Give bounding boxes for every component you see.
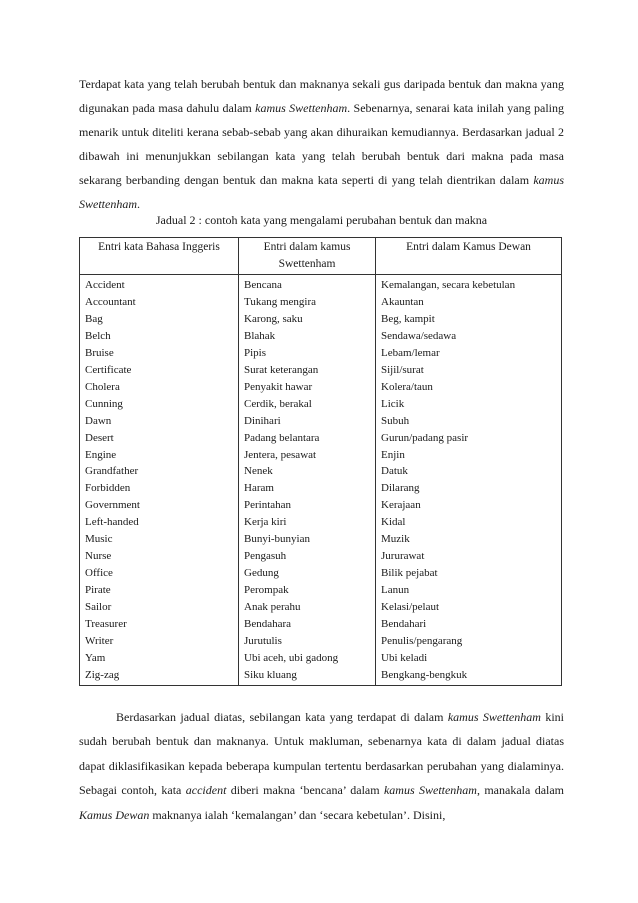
table-row	[80, 616, 562, 633]
table-row	[80, 413, 562, 430]
cell-swettenham: Pengasuh	[239, 548, 376, 565]
cell-swettenham: Kerja kiri	[239, 514, 376, 531]
table-row	[80, 275, 562, 294]
cell-english: Left-handed	[80, 514, 239, 531]
cell-english: Treasurer	[80, 616, 239, 633]
cell-dewan: Lanun	[376, 582, 562, 599]
cell-swettenham: Blahak	[239, 328, 376, 345]
cell-dewan: Bendahari	[376, 616, 562, 633]
table-row	[80, 514, 562, 531]
cell-english: Cholera	[80, 379, 239, 396]
table-row	[80, 667, 562, 685]
cell-english: Bruise	[80, 345, 239, 362]
cell-dewan: Kerajaan	[376, 497, 562, 514]
cell-dewan: Kidal	[376, 514, 562, 531]
table-row	[80, 430, 562, 447]
table-row	[80, 497, 562, 514]
cell-english: Music	[80, 531, 239, 548]
table-header-row	[80, 238, 562, 275]
cell-dewan: Akauntan	[376, 294, 562, 311]
cell-swettenham: Tukang mengira	[239, 294, 376, 311]
table-row	[80, 328, 562, 345]
cell-swettenham: Karong, saku	[239, 311, 376, 328]
cell-dewan: Bilik pejabat	[376, 565, 562, 582]
table-row	[80, 599, 562, 616]
table-row	[80, 480, 562, 497]
cell-swettenham: Bencana	[239, 275, 376, 294]
table-row	[80, 650, 562, 667]
cell-swettenham: Perompak	[239, 582, 376, 599]
cell-dewan: Beg, kampit	[376, 311, 562, 328]
cell-swettenham: Bendahara	[239, 616, 376, 633]
table-row	[80, 633, 562, 650]
analysis-paragraph: Berdasarkan jadual diatas, sebilangan kata yang terdapat di dalam kamus Swettenham kini sudah berubah bentuk dan maknanya. Untuk makluman, sebenarnya kata di dalam jadual diatas dapat diklasifikasikan kepada beberapa kumpulan tertentu berdasarkan perubahan yang dialaminya. Sebagai contoh, kata accident diberi makna ‘bencana’ dalam kamus Swettenham, manakala dalam Kamus Dewan maknanya ialah ‘kemalangan’ dan ‘secara kebetulan’. Disini,	[79, 710, 565, 822]
cell-swettenham: Surat keterangan	[239, 362, 376, 379]
cell-english: Writer	[80, 633, 239, 650]
cell-swettenham: Perintahan	[239, 497, 376, 514]
cell-swettenham: Siku kluang	[239, 667, 376, 685]
table-row	[80, 362, 562, 379]
table-row	[80, 379, 562, 396]
cell-english: Desert	[80, 430, 239, 447]
intro-paragraph: Terdapat kata yang telah berubah bentuk dan maknanya sekali gus daripada bentuk dan makna yang digunakan pada masa dahulu dalam kamus Swettenham. Sebenarnya, senarai kata inilah yang paling menarik untuk diteliti kerana sebab-sebab yang akan dihuraikan kemudiannya. Berdasarkan jadual 2 dibawah ini menunjukkan sebilangan kata yang telah berubah bentuk dari makna pada masa sekarang berbanding dengan bentuk dan makna kata seperti di yang telah dientrikan dalam kamus Swettenham.	[79, 77, 564, 211]
cell-dewan: Dilarang	[376, 480, 562, 497]
cell-dewan: Enjin	[376, 447, 562, 464]
cell-swettenham: Jurutulis	[239, 633, 376, 650]
word-comparison-table	[79, 237, 562, 686]
header-english: Entri kata Bahasa Inggeris	[80, 238, 239, 275]
table-body	[80, 275, 562, 686]
cell-swettenham: Ubi aceh, ubi gadong	[239, 650, 376, 667]
table-row	[80, 311, 562, 328]
cell-dewan: Penulis/pengarang	[376, 633, 562, 650]
cell-dewan: Gurun/padang pasir	[376, 430, 562, 447]
table-row	[80, 548, 562, 565]
table-row	[80, 463, 562, 480]
cell-dewan: Subuh	[376, 413, 562, 430]
table-row	[80, 294, 562, 311]
cell-swettenham: Anak perahu	[239, 599, 376, 616]
cell-english: Office	[80, 565, 239, 582]
cell-swettenham: Penyakit hawar	[239, 379, 376, 396]
table-row	[80, 447, 562, 464]
cell-dewan: Sendawa/sedawa	[376, 328, 562, 345]
header-swettenham: Entri dalam kamus Swettenham	[239, 238, 376, 275]
cell-dewan: Muzik	[376, 531, 562, 548]
table-row	[80, 531, 562, 548]
table-row	[80, 345, 562, 362]
cell-english: Government	[80, 497, 239, 514]
cell-swettenham: Haram	[239, 480, 376, 497]
cell-dewan: Kemalangan, secara kebetulan	[376, 275, 562, 294]
cell-dewan: Lebam/lemar	[376, 345, 562, 362]
cell-dewan: Sijil/surat	[376, 362, 562, 379]
cell-english: Accountant	[80, 294, 239, 311]
table-row	[80, 582, 562, 599]
cell-english: Grandfather	[80, 463, 239, 480]
cell-english: Dawn	[80, 413, 239, 430]
cell-english: Pirate	[80, 582, 239, 599]
cell-dewan: Kolera/taun	[376, 379, 562, 396]
cell-dewan: Datuk	[376, 463, 562, 480]
cell-english: Sailor	[80, 599, 239, 616]
cell-english: Engine	[80, 447, 239, 464]
cell-swettenham: Padang belantara	[239, 430, 376, 447]
cell-dewan: Jururawat	[376, 548, 562, 565]
cell-swettenham: Bunyi-bunyian	[239, 531, 376, 548]
cell-english: Nurse	[80, 548, 239, 565]
table-caption: Jadual 2 : contoh kata yang mengalami perubahan bentuk dan makna	[155, 213, 488, 227]
table-row	[80, 565, 562, 582]
header-dewan: Entri dalam Kamus Dewan	[376, 238, 562, 275]
cell-english: Cunning	[80, 396, 239, 413]
cell-english: Forbidden	[80, 480, 239, 497]
cell-swettenham: Pipis	[239, 345, 376, 362]
cell-swettenham: Gedung	[239, 565, 376, 582]
cell-swettenham: Nenek	[239, 463, 376, 480]
cell-english: Belch	[80, 328, 239, 345]
cell-english: Zig-zag	[80, 667, 239, 685]
cell-english: Accident	[80, 275, 239, 294]
table-row	[80, 396, 562, 413]
cell-dewan: Ubi keladi	[376, 650, 562, 667]
cell-dewan: Licik	[376, 396, 562, 413]
cell-dewan: Bengkang-bengkuk	[376, 667, 562, 685]
cell-swettenham: Dinihari	[239, 413, 376, 430]
cell-swettenham: Cerdik, berakal	[239, 396, 376, 413]
cell-english: Yam	[80, 650, 239, 667]
cell-english: Certificate	[80, 362, 239, 379]
cell-dewan: Kelasi/pelaut	[376, 599, 562, 616]
cell-swettenham: Jentera, pesawat	[239, 447, 376, 464]
cell-english: Bag	[80, 311, 239, 328]
